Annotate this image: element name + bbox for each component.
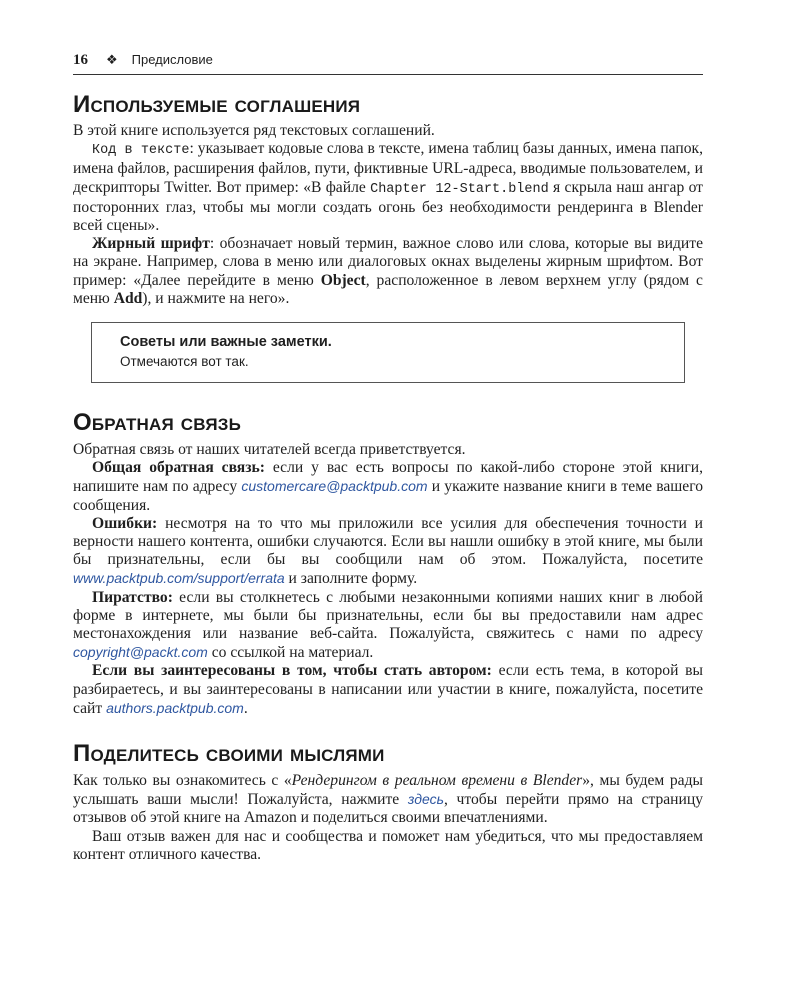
feedback-general-paragraph — [73, 459, 703, 515]
feedback-errata-paragraph — [73, 515, 703, 589]
code-desc-1: : указывает кодовые слова в тексте, имена таблиц базы данных, имена папок, имена файлов, расширения файлов, пути, фиктивные URL-адреса, вводимые пользователем, и дескрипторы Twitter. Вот пример: «В файле — [73, 140, 704, 196]
author-desc-1: если есть тема, в которой вы разбираетесь, и вы заинтересованы в написании или участии в книге, пожалуйста, посетите сайт — [73, 662, 703, 717]
book-page — [73, 52, 703, 864]
here-link[interactable]: здесь — [407, 791, 444, 808]
heading-conventions: Используемые соглашения — [73, 91, 361, 118]
bold-example-object: Object — [320, 271, 366, 289]
feedback-piracy-paragraph — [73, 589, 703, 663]
conventions-bold-paragraph — [73, 235, 703, 308]
general-term: Общая обратная связь: — [92, 459, 265, 477]
authors-link[interactable]: authors.packtpub.com — [106, 699, 244, 716]
tip-title: Советы или важные заметки. — [120, 334, 332, 351]
errata-term: Ошибки: — [92, 514, 158, 532]
piracy-desc-2: со ссылкой на материал. — [207, 644, 374, 662]
tip-text: Отмечаются вот так. — [120, 354, 249, 370]
share-paragraph-2: Ваш отзыв важен для нас и сообщества и поможет нам убедиться, что мы предоставляем контент отличного качества. — [73, 827, 703, 863]
general-desc-1: если у вас есть вопросы по какой-либо стороне этой книги, напишите нам по адресу — [73, 459, 703, 496]
bold-desc-1: : обозначает новый термин, важное слово или слова, которые вы видите на экране. Например, слова в меню или диалоговых окнах выделены жирным шрифтом. Вот пример: «Далее перейдите в меню — [73, 235, 704, 289]
errata-desc-1: несмотря на то что мы приложили все усилия для обеспечения точности и верности нашего контента, ошибки случаются. Если вы нашли ошибку в этой книге, мы были бы признательны, если бы вы сообщили нам об этом. Пожалуйста, посетите — [73, 514, 703, 569]
piracy-term: Пиратство: — [92, 588, 173, 606]
customercare-link[interactable]: customercare@packtpub.com — [241, 478, 428, 495]
bold-example-add: Add — [113, 289, 143, 307]
share-p1-b: », мы будем рады услышать ваши мысли! Пожалуйста, нажмите — [73, 772, 703, 809]
page-header — [73, 52, 703, 75]
book-title: Рендерингом в реальном времени в Blender — [291, 772, 583, 790]
piracy-desc-1: если вы столкнетесь с любыми незаконными копиями наших книг в любой форме в интернете, мы были бы признательны, если бы вы предоставили нам адрес местонахождения или название веб-сайта. Пожалуйста, свяжитесь с нами по адресу — [73, 588, 703, 643]
errata-desc-2: и заполните форму. — [284, 570, 418, 588]
share-p1-a: Как только вы ознакомитесь с « — [73, 772, 292, 790]
tip-box — [91, 322, 685, 383]
code-term: Код в тексте — [92, 143, 190, 159]
share-p1-c: , чтобы перейти прямо на страницу отзывов об этой книге на Amazon и поделиться своими впечатлениями. — [73, 791, 703, 827]
general-desc-2: и укажите название книги в теме вашего сообщения. — [73, 478, 704, 514]
code-example: Chapter 12-Start.blend — [370, 181, 549, 197]
bold-desc-2: , расположенное в левом верхнем углу (рядом с меню — [73, 271, 703, 307]
bold-term: Жирный шрифт — [92, 235, 210, 253]
bold-desc-3: ), и нажмите на него». — [142, 289, 290, 307]
heading-feedback: Обратная связь — [73, 409, 242, 437]
feedback-intro: Обратная связь от наших читателей всегда приветствуется. — [73, 441, 466, 459]
errata-link[interactable]: www.packtpub.com/support/errata — [73, 570, 285, 587]
share-paragraph-1 — [73, 772, 703, 828]
code-desc-2: я скрыла наш ангар от посторонних глаз, чтобы мы могли создать огонь без необходимости рендеринга в Blender всей сцены». — [73, 178, 703, 235]
copyright-link[interactable]: copyright@packt.com — [73, 644, 208, 661]
author-term: Если вы заинтересованы в том, чтобы стать автором: — [92, 662, 492, 680]
conventions-intro: В этой книге используется ряд текстовых соглашений. — [73, 122, 435, 139]
running-title: Предисловие — [131, 52, 213, 67]
feedback-author-paragraph — [73, 662, 703, 718]
conventions-code-paragraph — [73, 140, 703, 235]
page-number: 16 — [73, 52, 88, 68]
author-desc-2: . — [243, 699, 248, 717]
ornament-icon: ❖ — [106, 52, 118, 67]
heading-share: Поделитесь своими мыслями — [73, 740, 385, 768]
